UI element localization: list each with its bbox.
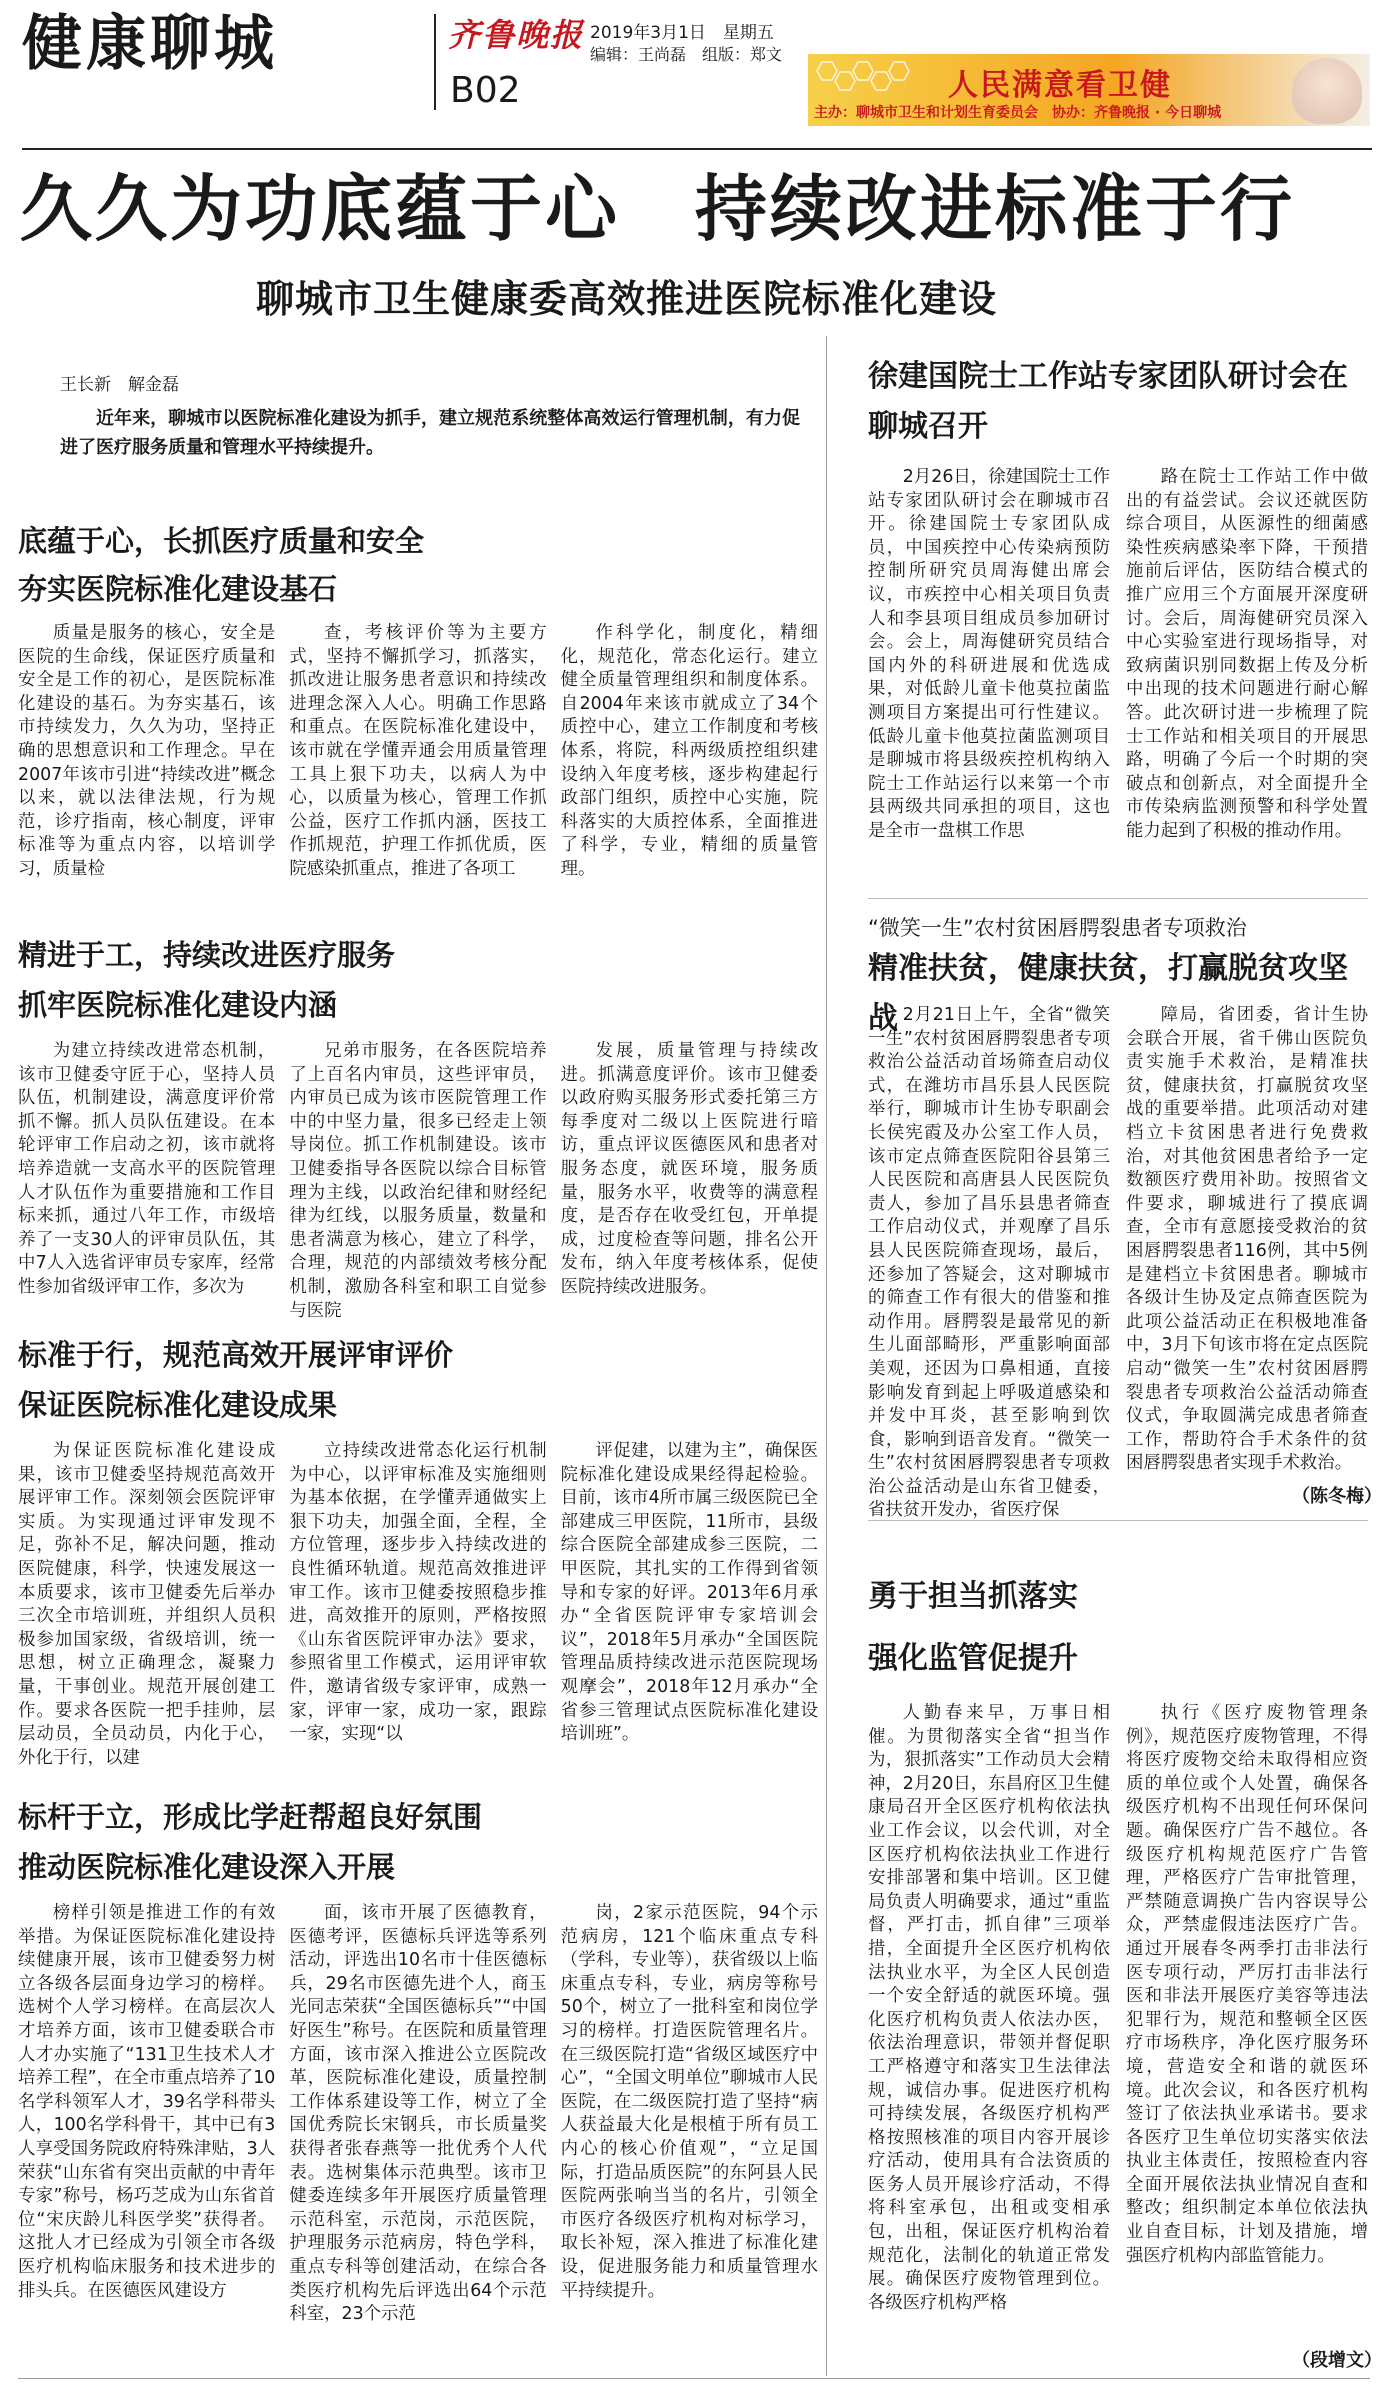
section-4-col-1: 榜样引领是推进工作的有效举措。为保证医院标准化建设持续健康开展，该市卫健委努力树立各级各层面身边学习的榜样。选树个人学习榜样。在高层次人才培养方面，该市卫健委联合市人才办实施了“131卫生技术人才培养工程”，在全市重点培养了10名学科领军人才，39名学科带头人，100名学科骨干，其中已有3人享受国务院政府特殊津贴，3人荣获“山东省有突出贡献的中青年专家”称号，杨巧芝成为山东省首位“宋庆龄儿科医学奖”获得者。这批人才已经成为引领全市各级医疗机构临床服务和技术进步的排头兵。在医德医风建设方 <box>18 1903 276 2301</box>
section-1-body <box>18 622 818 914</box>
section-2-col-3: 发展，质量管理与持续改进。抓满意度评价。该市卫健委以政府购买服务形式委托第三方每季度对二级以上医院进行暗访，重点评议医德医风和患者对服务态度，就医环境，服务质量，服务水平，收费等的满意程度，是否存在收受红包，开单提成，过度检查等问题，排名公开发布，纳入年度考核体系，促使医院持续改进服务。 <box>560 1041 818 1297</box>
subheadline: 聊城市卫生健康委高效推进医院标准化建设 <box>256 277 998 321</box>
headline: 久久为功底蕴于心 持续改进标准于行 <box>20 167 1296 251</box>
story-2-kicker: “微笑一生”农村贫困唇腭裂患者专项救治 <box>868 916 1247 940</box>
story-3-body <box>868 1702 1368 2338</box>
section-3-head2: 保证医院标准化建设成果 <box>18 1388 338 1422</box>
section-4-col-2: 面，该市开展了医德教育，医德考评，医德标兵评选等系列活动，评选出10名市十佳医德标兵，29名市医德先进个人，商玉光同志荣获“全国医德标兵”“中国好医生”称号。在医院和质量管理方面，该市深入推进公立医院改革，医院标准化建设，质量控制工作体系建设等工作，树立了全国优秀院长宋钢兵，市长质量奖获得者张春燕等一批优秀个人代表。选树集体示范典型。该市卫健委连续多年开展医疗质量管理示范科室，示范岗，示范医院，护理服务示范病房，特色学科，重点专科等创建活动，在综合各类医疗机构先后评选出64个示范科室，23个示范 <box>289 1903 547 2325</box>
section-title: 健康聊城 <box>22 9 278 79</box>
section-1-col-3: 作科学化，制度化，精细化，规范化，常态化运行。建立健全质量管理组织和制度体系。自2004年来该市就成立了34个质控中心，建立工作制度和考核体系，将院，科两级质控组织建设纳入年度考核，逐步构建起行政部门组织，质控中心实施，院科落实的大质控体系，全面推进了科学，专业，精细的质量管理。 <box>560 623 818 879</box>
column-banner <box>808 54 1370 126</box>
masthead-divider <box>434 14 436 110</box>
section-4-head1: 标杆于立，形成比学赶帮超良好氛围 <box>18 1800 483 1834</box>
story-2-byline: （陈冬梅） <box>1292 1486 1382 1507</box>
top-rule <box>22 148 1372 150</box>
section-1-head1: 底蕴于心，长抓医疗质量和安全 <box>18 524 425 558</box>
bottom-rule <box>18 2378 1370 2379</box>
section-4-body <box>18 1902 818 2372</box>
story-1-body <box>868 466 1368 890</box>
section-3-col-1: 为保证医院标准化建设成果，该市卫健委坚持规范高效开展评审工作。深刻领会医院评审实质。为实现通过评审发现不足，弥补不足，解决问题，推动医院健康，科学，快速发展这一本质要求，该市卫健委先后举办三次全市培训班，并组织人员积极参加国家级，省级培训，统一思想，树立正确理念，凝聚力量，干事创业。规范开展创建工作。要求各医院一把手挂帅，层层动员，全员动员，内化于心，外化于行，以建 <box>18 1441 276 1768</box>
section-1-head2: 夯实医院标准化建设基石 <box>18 572 338 606</box>
story-2-col-1: 2月21日上午，全省“微笑一生”农村贫困唇腭裂患者专项救治公益活动首场筛查启动仪式，在潍坊市昌乐县人民医院举行，聊城市计生协专职副会长侯宪霞及办公室工作人员，该市定点筛查医院阳谷县第三人民医院和高唐县人民医院负责人，参加了昌乐县患者筛查工作启动仪式，并观摩了昌乐县人民医院筛查现场，最后，还参加了答疑会，这对聊城市的筛查工作有很大的借鉴和推动作用。唇腭裂是最常见的新生儿面部畸形，严重影响面部美观，还因为口鼻相通，直接影响发育到起上呼吸道感染和并发中耳炎，甚至影响到饮食，影响到语音发育。“微笑一生”农村贫困唇腭裂患者专项救治公益活动是山东省卫健委，省扶贫开发办，省医疗保 <box>868 1005 1110 1521</box>
story-2-head: 精准扶贫，健康扶贫，打赢脱贫攻坚战 <box>868 951 1348 1036</box>
section-2-body <box>18 1040 818 1321</box>
editors-line: 编辑：王尚磊 组版：郑文 <box>590 45 783 64</box>
story-separator <box>868 898 1368 899</box>
banner-title: 人民满意看卫健 <box>948 68 1172 103</box>
section-2-head2: 抓牢医院标准化建设内涵 <box>18 988 338 1022</box>
section-3-col-3: 评促建，以建为主”，确保医院标准化建设成果经得起检验。目前，该市4所市属三级医院已全部建成三甲医院，11所市，县级综合医院全部建成参三医院，二甲医院，其扎实的工作得到省领导和专家的好评。2013年6月承办“全省医院评审专家培训会议”，2018年5月承办“全国医院管理品质持续改进示范医院现场观摩会”，2018年12月承办“全省参三管理试点医院标准化建设培训班”。 <box>560 1441 818 1745</box>
lead-paragraph: 近年来，聊城市以医院标准化建设为抓手，建立规范系统整体高效运行管理机制，有力促进了医疗服务质量和管理水平持续提升。 <box>60 408 800 458</box>
doctor-photo <box>1292 58 1362 124</box>
section-1-col-1: 质量是服务的核心，安全是医院的生命线，保证医疗质量和安全是工作的初心，是医院标准化建设的基石。为夯实基石，该市持续发力，久久为功，坚持正确的思想意识和工作理念。早在2007年该市引进“持续改进”概念以来，就以法律法规，行为规范，诊疗指南，核心制度，评审标准等为重点内容，以培训学习，质量检 <box>18 623 276 879</box>
story-1-col-2: 路在院士工作站工作中做出的有益尝试。会议还就医防综合项目，从医源性的细菌感染性疾病感染率下降，干预措施前后评估，医防结合模式的推广应用三个方面展开深度研讨。会后，周海健研究员深入中心实验室进行现场指导，对致病菌识别同数据上传及分析中出现的技术问题进行耐心解答。此次研讨进一步梳理了院士工作站和相关项目的开展思路，明确了今后一个时期的突破点和创新点，对全面提升全市传染病监测预警和科学处置能力起到了积极的推动作用。 <box>1126 467 1368 841</box>
story-3-col-2: 执行《医疗废物管理条例》，规范医疗废物管理，不得将医疗废物交给未取得相应资质的单位或个人处置，确保各级医疗机构不出现任何环保问题。确保医疗广告不越位。各级医疗机构规范医疗广告管理，严格医疗广告审批管理，严禁随意调换广告内容误导公众，严禁虚假违法医疗广告。通过开展春冬两季打击非法行医专项行动，严厉打击非法行医和非法开展医疗美容等违法犯罪行为，规范和整顿全区医疗市场秩序，净化医疗服务环境，营造安全和谐的就医环境。此次会议，和各医疗机构签订了依法执业承诺书。要求各医疗卫生单位切实落实依法执业主体责任，按照检查内容全面开展依法执业情况自查和整改；组织制定本单位依法执业自查目标，计划及措施，增强医疗机构内部监管能力。 <box>1126 1703 1368 2266</box>
section-3-body <box>18 1440 818 1776</box>
column-divider <box>826 336 827 2376</box>
section-4-col-3: 岗，2家示范医院，94个示范病房，121个临床重点专科（学科，专业等），获省级以上临床重点专科，专业，病房等称号50个，树立了一批科室和岗位学习的榜样。打造医院管理名片。在三级医院打造“省级区域医疗中心”，“全国文明单位”聊城市人民医院，在二级医院打造了坚持“病人获益最大化是根植于所有员工内心的核心价值观”，“立足国际，打造品质医院”的东阿县人民医院两张响当当的名片，引领全市医疗各级医疗机构对标学习，取长补短，深入推进了标准化建设，促进服务能力和质量管理水平持续提升。 <box>560 1903 818 2301</box>
section-2-col-1: 为建立持续改进常态机制，该市卫健委守匠于心，坚持人员队伍，机制建设，满意度评价常抓不懈。抓人员队伍建设。在本轮评审工作启动之初，该市就将培养造就一支高水平的医院管理人才队伍作为重要措施和工作目标来抓，通过八年工作，市级培养了一支30人的评审员队伍，其中7人入选省评审员专家库，经常性参加省级评审工作，多次为 <box>18 1041 276 1297</box>
story-3-head1: 勇于担当抓落实 <box>868 1579 1078 1614</box>
section-3-col-2: 立持续改进常态化运行机制为中心，以评审标准及实施细则为基本依据，在学懂弄通做实上狠下功夫，加强全面，全程，全方位管理，逐步步入持续改进的良性循环轨道。规范高效推进评审工作。该市卫健委按照稳步推进，高效推开的原则，严格按照《山东省医院评审办法》要求，参照省里工作模式，运用评审软件，邀请省级专家评审，成熟一家，评审一家，成功一家，跟踪一家，实现“以 <box>289 1441 547 1745</box>
hexagon-pattern-icon <box>812 58 942 98</box>
story-1-col-1: 2月26日，徐建国院士工作站专家团队研讨会在聊城市召开。徐建国院士专家团队成员，中国疾控中心传染病预防控制所研究员周海健出席会议，市疾控中心相关项目负责人和李县项目组成员参加研讨会。会上，周海健研究员结合国内外的科研进展和优选成果，对低龄儿童卡他莫拉菌监测项目方案提出可行性建议。低龄儿童卡他莫拉菌监测项目是聊城市将县级疾控机构纳入院士工作站运行以来第一个市县两级共同承担的项目，这也是全市一盘棋工作思 <box>868 467 1110 841</box>
section-3-head1: 标准于行，规范高效开展评审评价 <box>18 1338 454 1372</box>
story-3-col-1: 人勤春来早，万事日相催。为贯彻落实全省“担当作为，狠抓落实”工作动员大会精神，2月20日，东昌府区卫生健康局召开全区医疗机构依法执业工作会议，以会代训，对全区医疗机构依法执业工作进行安排部署和集中培训。区卫健局负责人明确要求，通过“重监督，严打击，抓自律”三项举措，全面提升全区医疗机构依法执业水平，为全区人民创造一个安全舒适的就医环境。强化医疗机构负责人依法办医，依法治理意识，带领并督促职工严格遵守和落实卫生法律法规，诚信办事。促进医疗机构可持续发展，各级医疗机构严格按照核准的项目内容开展诊疗活动，使用具有合法资质的医务人员开展诊疗活动，不得将科室承包，出租或变相承包，出租，保证医疗机构治着规范化，法制化的轨道正常发展。确保医疗废物管理到位。各级医疗机构严格 <box>868 1703 1110 2313</box>
story-1-head: 徐建国院士工作站专家团队研讨会在聊城召开 <box>868 359 1348 444</box>
paper-logo: 齐鲁晚报 <box>448 16 585 54</box>
date-line: 2019年3月1日 星期五 <box>590 23 774 43</box>
section-1-col-2: 查，考核评价等为主要方式，坚持不懈抓学习，抓落实，抓改进让服务患者意识和持续改进理念深入人心。明确工作思路和重点。在医院标准化建设中，该市就在学懂弄通会用质量管理工具上狠下功夫，以病人为中心，以质量为核心，管理工作抓公益，医疗工作抓内涵，医技工作抓规范，护理工作抓优质，医院感染抓重点，推进了各项工 <box>289 623 547 879</box>
authors: 王长新 解金磊 <box>60 375 179 395</box>
section-2-col-2: 兄弟市服务，在各医院培养了上百名内审员，这些评审员，内审员已成为该市医院管理工作中的中坚力量，很多已经走上领导岗位。抓工作机制建设。该市卫健委指导各医院以综合目标管理为主线，以政治纪律和财经纪律为红线，以服务质量，数量和患者满意为核心，建立了科学，合理，规范的内部绩效考核分配机制，激励各科室和职工自觉参与医院 <box>289 1041 547 1321</box>
section-4-head2: 推动医院标准化建设深入开展 <box>18 1850 396 1884</box>
story-3-head2: 强化监管促提升 <box>868 1641 1078 1676</box>
story-separator <box>868 1520 1368 1521</box>
page-number: B02 <box>450 70 521 111</box>
story-2-col-2: 障局，省团委，省计生协会联合开展，省千佛山医院负责实施手术救治，是精准扶贫，健康扶贫，打赢脱贫攻坚战的重要举措。此项活动对建档立卡贫困患者进行免费救治，对其他贫困患者给予一定数额医疗费用补助。按照省文件要求，聊城进行了摸底调查，全市有意愿接受救治的贫困唇腭裂患者116例，其中5例是建档立卡贫困患者。聊城市各级计生协及定点筛查医院为此项公益活动正在积极地准备中，3月下旬该市将在定点医院启动“微笑一生”农村贫困唇腭裂患者专项救治公益活动筛查仪式，争取圆满完成患者筛查工作，帮助符合手术条件的贫困唇腭裂患者实现手术救治。 <box>1126 1005 1368 1474</box>
story-3-byline: （段增文） <box>1292 2350 1382 2371</box>
banner-sponsor: 主办：聊城市卫生和计划生育委员会 协办：齐鲁晚报 · 今日聊城 <box>814 105 1222 121</box>
section-2-head1: 精进于工，持续改进医疗服务 <box>18 938 396 972</box>
